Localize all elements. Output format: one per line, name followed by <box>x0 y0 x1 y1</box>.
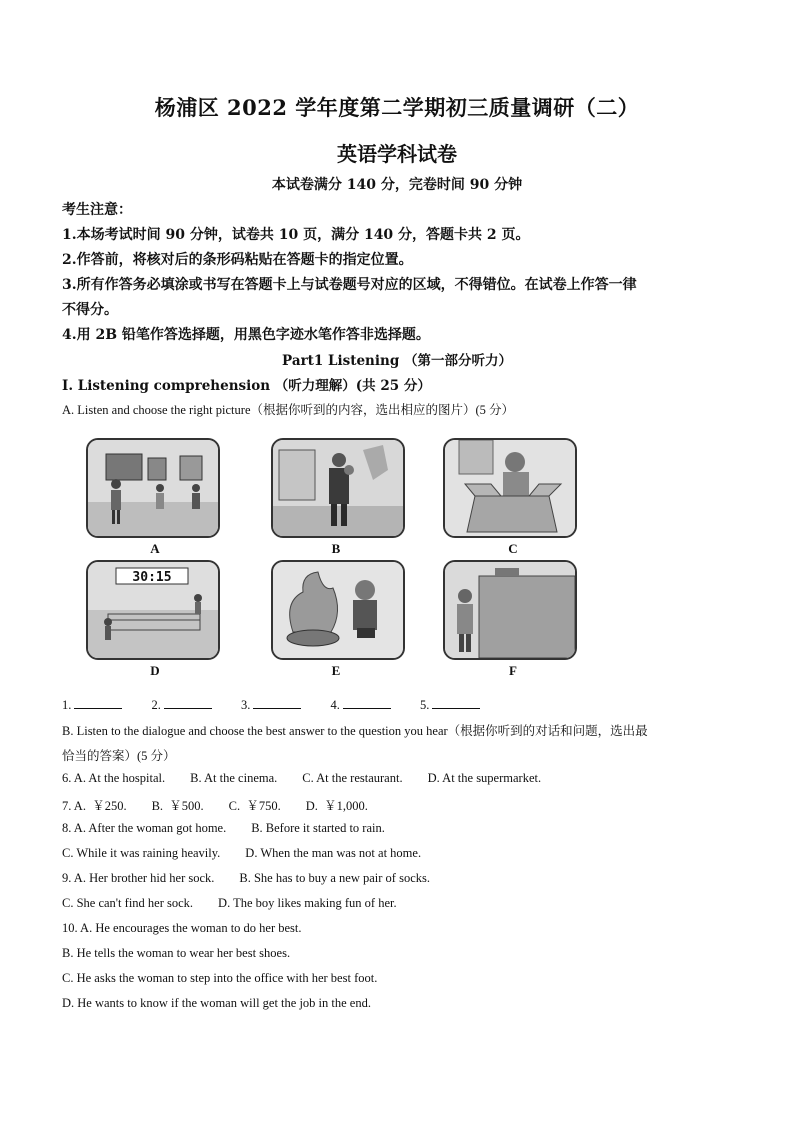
question-7: 7. A. ￥250. B. ￥500. C. ￥750. D. ￥1,000. <box>62 799 368 813</box>
blank-3-label: 3. <box>241 698 251 712</box>
answer-blank-4[interactable] <box>343 696 391 709</box>
scoreboard-text: 30:15 <box>132 570 172 585</box>
answer-blank-2[interactable] <box>164 696 212 709</box>
note-item-1: 1.本场考试时间 90 分钟，试卷共 10 页，满分 140 分，答题卡共 2 页。 <box>62 227 530 243</box>
picture-f <box>443 560 577 660</box>
tennis-match-image <box>88 562 218 658</box>
firefighter-scene-image <box>273 440 403 536</box>
picture-d-label: D <box>150 663 160 678</box>
picture-b <box>271 438 405 538</box>
blank-5-label: 5. <box>420 698 430 712</box>
answer-blank-3[interactable] <box>253 696 301 709</box>
question-8-cd: C. While it was raining heavily. D. When the man was not at home. <box>62 846 422 860</box>
question-9-cd: C. She can't find her sock. D. The boy likes making fun of her. <box>62 896 397 910</box>
picture-f-label: F <box>509 663 517 678</box>
question-10-b: B. He tells the woman to wear her best shoes. <box>62 946 291 960</box>
question-8-ab: 8. A. After the woman got home. B. Before it started to rain. <box>62 821 385 835</box>
answer-blank-5[interactable] <box>432 696 480 709</box>
blank-2-label: 2. <box>151 698 161 712</box>
picture-e-label: E <box>331 663 341 678</box>
blank-4-label: 4. <box>330 698 340 712</box>
section-b-instruction-2: 恰当的答案）(5 分） <box>62 749 176 763</box>
picture-b-label: B <box>331 541 341 556</box>
question-10-d: D. He wants to know if the woman will get the job in the end. <box>62 996 371 1010</box>
picture-d <box>86 560 220 660</box>
answer-blanks-row <box>62 696 506 713</box>
score-time-info: 本试卷满分 140 分，完卷时间 90 分钟 <box>271 177 523 193</box>
picture-a <box>86 438 220 538</box>
picture-c-label: C <box>508 541 518 556</box>
question-9-ab: 9. A. Her brother hid her sock. B. She has to buy a new pair of socks. <box>62 871 430 885</box>
notes-heading: 考生注意： <box>62 202 132 218</box>
stove-fire-image <box>273 562 403 658</box>
note-item-4: 4.用 2B 铅笔作答选择题，用黑色字迹水笔作答非选择题。 <box>62 327 430 343</box>
gallery-scene-image <box>88 440 218 536</box>
question-10-a: 10. A. He encourages the woman to do her best. <box>62 921 302 935</box>
exam-title: 杨浦区 2022 学年度第二学期初三质量调研（二） <box>154 95 640 120</box>
section-b-instruction-1: B. Listen to the dialogue and choose the best answer to the question you hear（根据你听到的对话和问题，选出最 <box>62 724 648 738</box>
exam-subject: 英语学科试卷 <box>337 142 457 166</box>
note-item-3-cont: 不得分。 <box>62 302 118 318</box>
answer-blank-1[interactable] <box>74 696 122 709</box>
section-1-heading: Ⅰ. Listening comprehension （听力理解）(共 25 分） <box>62 378 431 394</box>
blank-1-label: 1. <box>62 698 72 712</box>
note-item-3: 3.所有作答务必填涂或书写在答题卡上与试卷题号对应的区域，不得错位。在试卷上作答一律 <box>62 277 637 293</box>
picture-c <box>443 438 577 538</box>
picture-e <box>271 560 405 660</box>
part1-title: Part1 Listening （第一部分听力） <box>282 353 512 369</box>
person-at-counter-image <box>445 562 575 658</box>
picture-a-label: A <box>150 541 160 556</box>
section-a-instruction: A. Listen and choose the right picture（根据你听到的内容，选出相应的图片）(5 分） <box>62 403 515 417</box>
woman-with-box-image <box>445 440 575 536</box>
question-6: 6. A. At the hospital. B. At the cinema. C. At the restaurant. D. At the supermarket. <box>62 771 542 785</box>
note-item-2: 2.作答前，将核对后的条形码粘贴在答题卡的指定位置。 <box>62 252 413 268</box>
question-10-c: C. He asks the woman to step into the office with her best foot. <box>62 971 378 985</box>
